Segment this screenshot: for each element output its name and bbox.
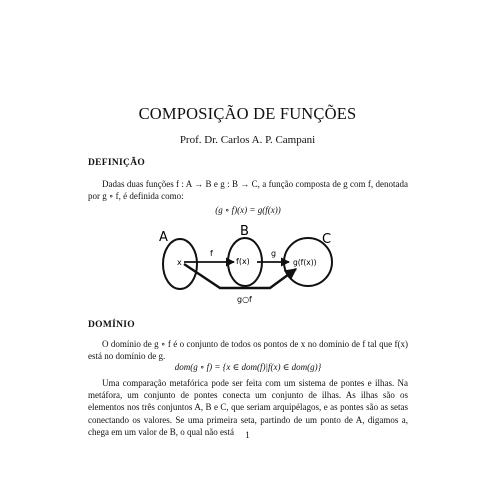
- domain-formula: dom(g ∘ f) = {x ∈ dom(f)|f(x) ∈ dom(g)}: [174, 362, 322, 372]
- set-a-label: A: [159, 230, 168, 245]
- arrow-f-label: f: [210, 249, 213, 258]
- arrow-g-label: g: [271, 249, 277, 258]
- set-b-label: B: [240, 224, 249, 239]
- metaphor-text: Uma comparação metafórica pode ser feita com um sistema de pontes e ilhas. Na metáfora, um conjunto de pontes conecta um conjunto de ilhas. As ilhas são os elementos nos três conjuntos A, B e C, que seriam arquipélagos, e as pontes são as setas conectando os valores. Se uma primeira seta, partindo de um ponto de A, digamos a, chega em um valor de B, o qual não está: [88, 378, 408, 437]
- set-c-label: C: [322, 232, 332, 247]
- point-gfx-label: g(f(x)): [293, 258, 317, 267]
- document-title: COMPOSIÇÃO DE FUNÇÕES: [138, 104, 357, 123]
- author-line: Prof. Dr. Carlos A. P. Campani: [179, 134, 316, 146]
- definition-paragraph: [88, 178, 408, 202]
- section-heading-definition: DEFINIÇÃO: [88, 158, 146, 168]
- point-fx-label: f(x): [236, 257, 250, 266]
- domain-text: O domínio de g ∘ f é o conjunto de todos os pontos de x no domínio de f tal que f(x) está no domínio de g.: [88, 339, 408, 362]
- composition-diagram: [150, 222, 350, 306]
- page-number: 1: [245, 430, 250, 440]
- metaphor-paragraph: [88, 377, 408, 438]
- section-heading-domain: DOMÍNIO: [88, 320, 135, 330]
- domain-paragraph: [88, 338, 408, 362]
- arrow-gf-label: g○f: [237, 295, 252, 304]
- composition-formula: (g ∘ f)(x) = g(f(x)): [215, 205, 281, 215]
- point-x-label: x: [177, 258, 182, 267]
- definition-text: Dadas duas funções f : A → B e g : B → C, a função composta de g com f, denotada por g ∘ f, é definida como:: [88, 179, 408, 202]
